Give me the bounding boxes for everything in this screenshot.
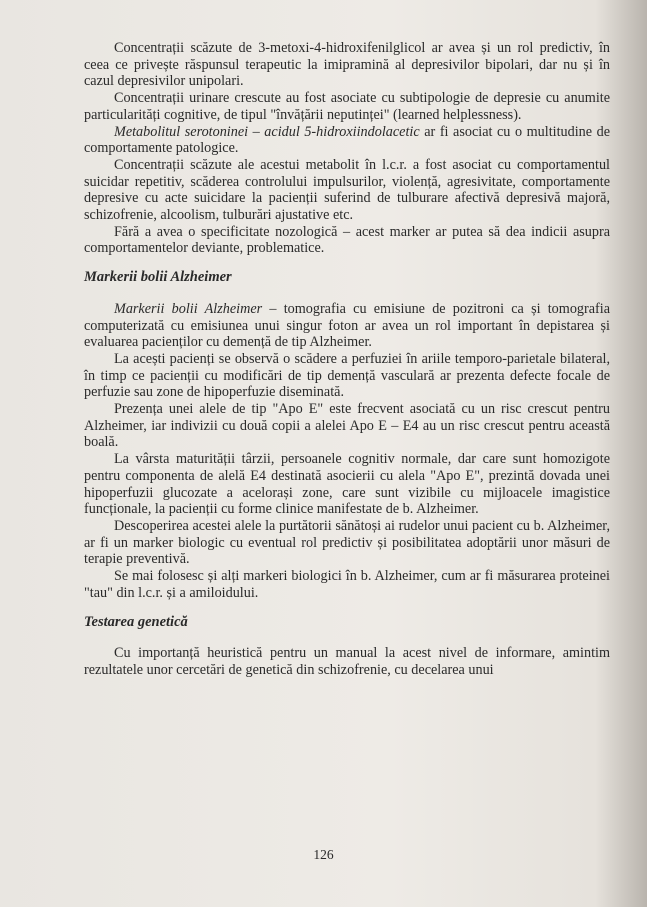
- spacer: [84, 257, 610, 269]
- section-heading-alzheimer: Markerii bolii Alzheimer: [84, 269, 232, 286]
- paragraph-late-maturity: La vârsta maturității târzii, persoanele cognitiv normale, dar care sunt homozigote pentru componenta de alelă E4 destinată asocierii cu alela "Apo E", prezintă dovada unei hipoperfuzii glucozate a acelorași zone, care sunt vizibile cu mijloacele imagistice funcționale, la pacienții cu forme clinice manifestate de b. Alzheimer.: [84, 451, 610, 518]
- page-number: 126: [313, 847, 334, 862]
- alzheimer-intro-text: – tomografia cu emisiune de pozitroni ca și tomografia computerizată cu emisiunea unui singur foton ar avea un rol important în depistarea și evaluarea pacienților cu demență de tip Alzheimer.: [84, 300, 610, 351]
- paragraph-perfusion: La acești pacienți se observă o scădere a perfuziei în ariile temporo-parietale bilateral, în timp ce pacienții cu modificări de tip demență vasculară ar prezenta defecte focale de perfuzie sau zone de hipoperfuzie diseminată.: [84, 350, 610, 401]
- metabolite-text: ar fi asociat cu o multitudine de comportamente patologice.: [84, 123, 611, 157]
- alzheimer-term: Markerii bolii Alzheimer: [114, 300, 263, 317]
- paragraph-urinary: Concentrații urinare crescute au fost asociate cu subtipologie de depresie cu anumite particularități cognitive, de tipul "învățării neputinței" (learned helplessness).: [84, 90, 610, 123]
- paragraph-apoe: Prezența unei alele de tip "Apo E" este frecvent asociată cu un risc crescut pentru Alzheimer, iar indivizii cu două copii a alelei Apo E – E4 au un risc crescut pentru această boală.: [84, 401, 610, 451]
- page-content: [84, 40, 610, 679]
- paragraph-metabolite: [84, 124, 610, 157]
- spacer: [84, 286, 610, 301]
- paragraph-genetic: Cu importanță heuristică pentru un manual la acest nivel de informare, amintim rezultatele unor cercetări de genetică din schizofrenie, cu decelarea unui: [84, 645, 610, 678]
- paragraph-discovery: Descoperirea acestei alele la purtătorii sănătoși ai rudelor unui pacient cu b. Alzheimer, ar fi un marker biologic cu eventual rol predictiv și posibilitatea adoptării unor măsuri de terapie preventivă.: [84, 517, 610, 568]
- spacer: [84, 630, 610, 645]
- paragraph-alzheimer-intro: [84, 301, 610, 351]
- spacer: [84, 602, 610, 614]
- paragraph-nosologic: Fără a avea o specificitate nozologică – acest marker ar putea să dea indicii asupra comportamentelor deviante, problematice.: [84, 223, 610, 257]
- section-heading-genetic: Testarea genetică: [84, 613, 188, 630]
- paragraph-predictive: Concentrații scăzute de 3-metoxi-4-hidroxifenilglicol ar avea și un rol predictiv, în ceea ce privește răspunsul terapeutic la imipramină al depresivilor bipolari, dar nu și în cazul depresivilor unipolari.: [84, 40, 610, 90]
- paragraph-suicidal: Concentrații scăzute ale acestui metabolit în l.c.r. a fost asociat cu comportamentul suicidar repetitiv, scăderea controlului impulsurilor, violență, agresivitate, comportamente depresive cu acte suicidare la pacienții suferind de tulburare afectivă depresivă majoră, schizofrenie, alcoolism, tulburări ajustative etc.: [84, 156, 610, 224]
- metabolite-term: Metabolitul serotoninei – acidul 5-hidroxiindolacetic: [114, 123, 420, 140]
- paragraph-other-markers: Se mai folosesc și alți markeri biologici în b. Alzheimer, cum ar fi măsurarea proteinei "tau" din l.c.r. și a amiloidului.: [84, 568, 610, 601]
